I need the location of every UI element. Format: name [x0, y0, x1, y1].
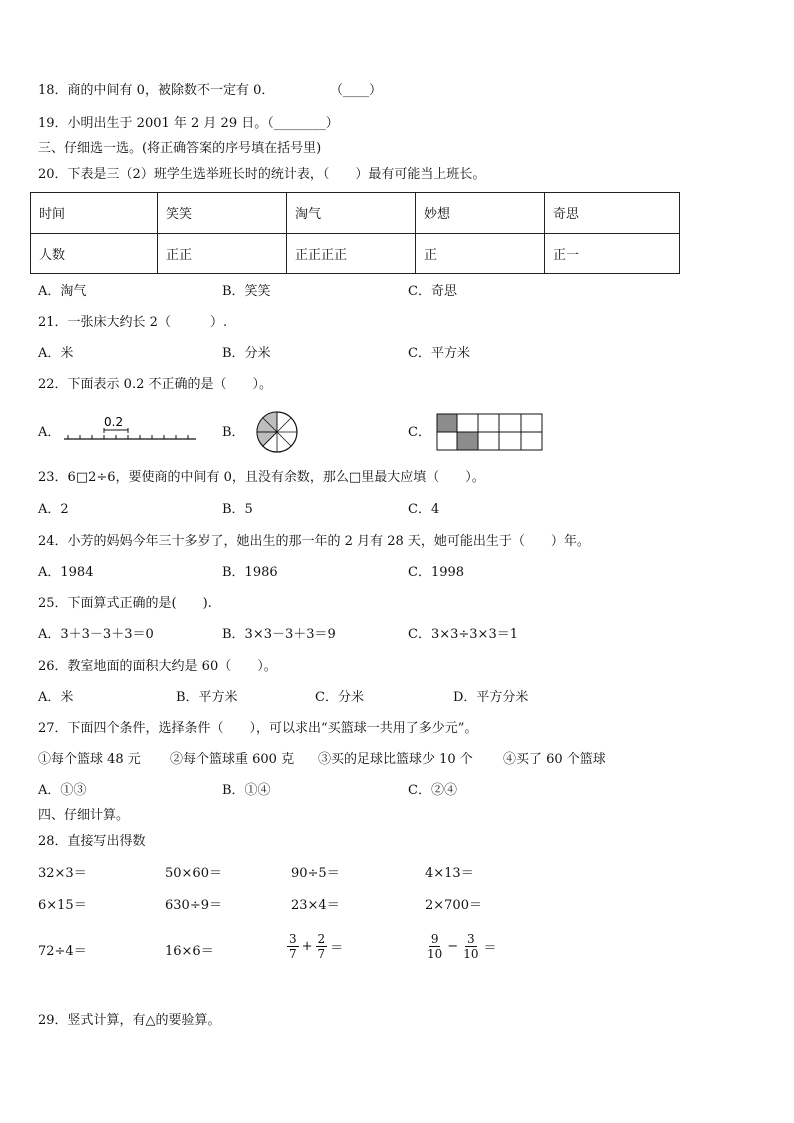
calc-item: 23×4＝ — [291, 898, 340, 913]
option-c[interactable]: C．1998 — [408, 565, 465, 580]
option-b[interactable]: B．笑笑 — [222, 284, 271, 299]
calc-item: 50×60＝ — [165, 866, 222, 881]
vote-stats-table — [30, 192, 680, 274]
question-28: 28．直接写出得数 — [38, 834, 146, 849]
question-26: 26．教室地面的面积大约是 60（ ）。 — [38, 659, 277, 674]
table-cell: 妙想 — [416, 193, 545, 234]
ruler-label: 0.2 — [104, 415, 124, 429]
answer-paren-18: （____） — [330, 83, 383, 98]
fraction: $\frac{2}{7}$ — [317, 932, 326, 961]
condition-1: ①每个篮球 48 元 — [38, 752, 141, 767]
option-c[interactable]: C．3×3÷3×3＝1 — [408, 627, 518, 642]
table-row — [31, 233, 680, 274]
fraction-expression-2: $\frac{9}{10}$ − $\frac{3}{10}$ ＝ — [427, 932, 497, 961]
calc-item: 32×3＝ — [38, 866, 87, 881]
calc-item: 630÷9＝ — [165, 898, 222, 913]
option-b[interactable]: B．①④ — [222, 783, 271, 798]
option-b[interactable]: B．3×3－3＋3＝9 — [222, 627, 336, 642]
question-22: 22．下面表示 0.2 不正确的是（ ）。 — [38, 377, 272, 392]
calc-item: 90÷5＝ — [291, 866, 340, 881]
option-a[interactable]: A．米 — [38, 346, 74, 361]
option-b[interactable]: B． — [222, 425, 245, 440]
fraction: $\frac{9}{10}$ — [427, 932, 443, 961]
grid-figure — [436, 413, 544, 451]
calc-item: 4×13＝ — [425, 866, 474, 881]
option-d[interactable]: D．平方分米 — [453, 690, 529, 705]
pie-figure — [248, 410, 306, 454]
table-cell: 正正 — [158, 233, 287, 274]
option-b[interactable]: B．5 — [222, 502, 253, 517]
question-20: 20．下表是三（2）班学生选举班长时的统计表，（ ）最有可能当上班长。 — [38, 167, 486, 182]
section-3-heading: 三、仔细选一选。(将正确答案的序号填在括号里) — [38, 141, 322, 156]
question-18 — [38, 82, 274, 100]
option-c[interactable]: C．4 — [408, 502, 440, 517]
option-a[interactable]: A．2 — [38, 502, 69, 517]
option-b[interactable]: B．1986 — [222, 565, 278, 580]
table-cell: 笑笑 — [158, 193, 287, 234]
option-a[interactable]: A．淘气 — [38, 284, 87, 299]
option-c[interactable]: C． — [408, 425, 431, 440]
question-24: 24．小芳的妈妈今年三十多岁了，她出生的那一年的 2 月有 28 天，她可能出生于（ ）年。 — [38, 534, 590, 549]
question-29: 29．竖式计算，有△的要验算。 — [38, 1013, 221, 1028]
fraction: $\frac{3}{10}$ — [463, 932, 479, 961]
question-18-text: 18．商的中间有 0，被除数不一定有 0． — [38, 83, 275, 98]
question-25: 25．下面算式正确的是( ). — [38, 596, 212, 611]
table-cell: 正正正正 — [287, 233, 416, 274]
option-c[interactable]: C．分米 — [315, 690, 364, 705]
table-cell: 正一 — [545, 233, 680, 274]
option-a[interactable]: A．①③ — [38, 783, 87, 798]
question-23: 23．6□2÷6，要使商的中间有 0，且没有余数，那么□里最大应填（ ）。 — [38, 470, 485, 485]
number-line-figure — [62, 414, 202, 444]
option-a[interactable]: A．1984 — [38, 565, 94, 580]
question-21: 21．一张床大约长 2（ ）. — [38, 315, 228, 330]
option-a[interactable]: A．3＋3－3＋3＝0 — [38, 627, 154, 642]
calc-item: 6×15＝ — [38, 898, 87, 913]
option-c[interactable]: C．奇思 — [408, 284, 457, 299]
section-4-heading: 四、仔细计算。 — [38, 808, 130, 823]
table-cell: 正 — [416, 233, 545, 274]
fraction-expression-1: $\frac{3}{7}$ + $\frac{2}{7}$ ＝ — [289, 932, 344, 961]
table-cell: 时间 — [31, 193, 158, 234]
table-cell: 人数 — [31, 233, 158, 274]
fraction: $\frac{3}{7}$ — [289, 932, 297, 961]
calc-item: 72÷4＝ — [38, 944, 87, 959]
table-cell: 奇思 — [545, 193, 680, 234]
condition-4: ④买了 60 个篮球 — [503, 752, 606, 767]
option-c[interactable]: C．②④ — [408, 783, 457, 798]
condition-2: ②每个篮球重 600 克 — [170, 752, 295, 767]
option-b[interactable]: B．分米 — [222, 346, 271, 361]
question-19: 19．小明出生于 2001 年 2 月 29 日。（________） — [38, 116, 339, 131]
table-cell: 淘气 — [287, 193, 416, 234]
option-a[interactable]: A． — [38, 425, 61, 440]
option-b[interactable]: B．平方米 — [176, 690, 238, 705]
calc-item: 16×6＝ — [165, 944, 214, 959]
question-27: 27．下面四个条件，选择条件（ ），可以求出“买篮球一共用了多少元”。 — [38, 721, 478, 736]
option-a[interactable]: A．米 — [38, 690, 74, 705]
option-c[interactable]: C．平方米 — [408, 346, 470, 361]
calc-item: 2×700＝ — [425, 898, 482, 913]
table-header-row — [31, 193, 680, 234]
condition-3: ③买的足球比篮球少 10 个 — [318, 752, 473, 767]
